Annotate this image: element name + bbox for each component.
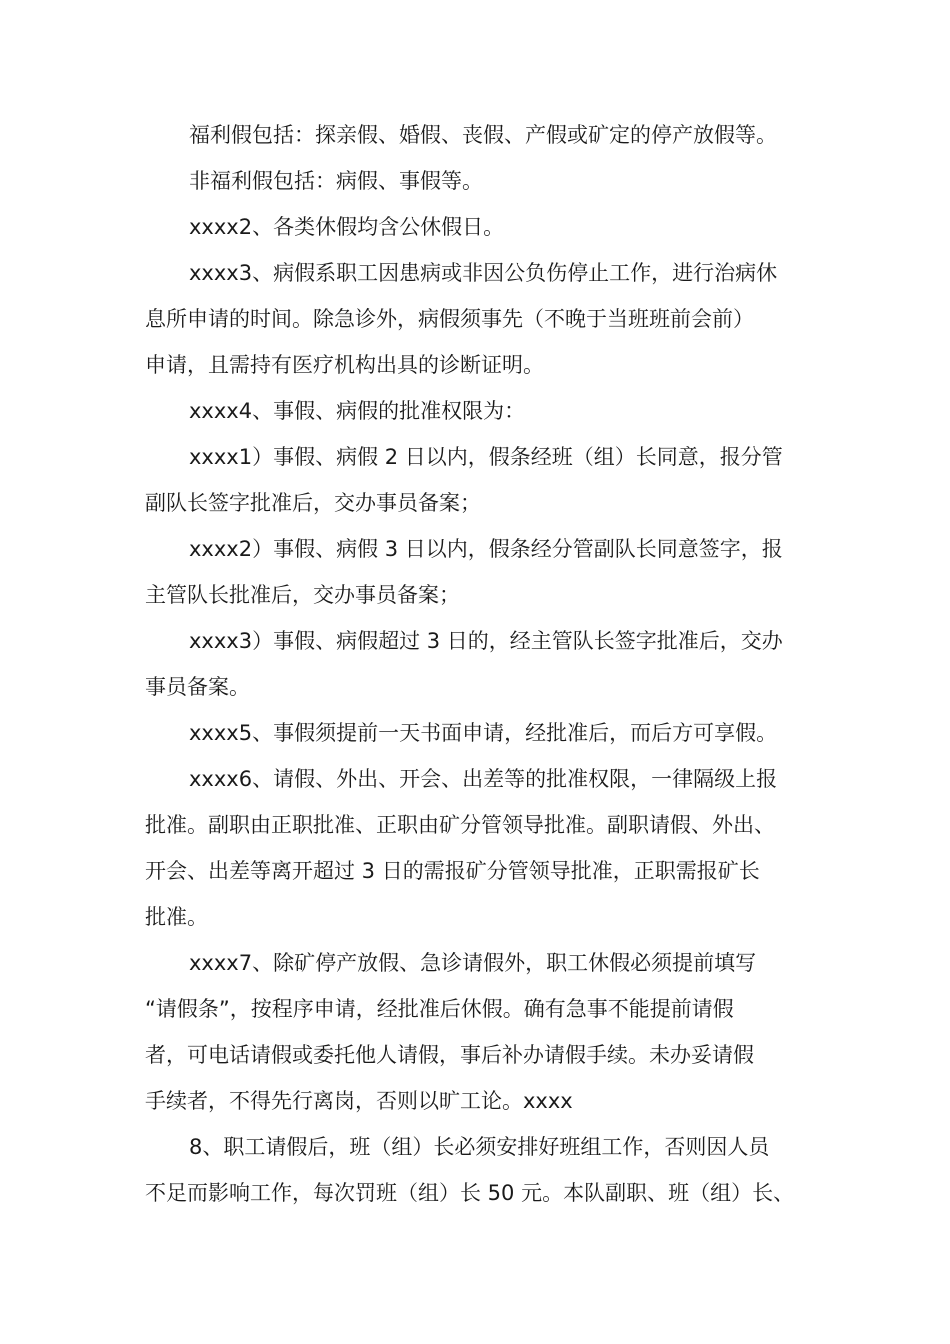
document-body xyxy=(145,112,825,1216)
text-line: 开会、出差等离开超过 3 日的需报矿分管领导批准，正职需报矿长 xyxy=(145,859,760,883)
text-line: xxxx7、除矿停产放假、急诊请假外，职工休假必须提前填写 xyxy=(189,951,757,975)
paragraph xyxy=(145,526,825,618)
paragraph xyxy=(145,204,825,250)
text-line: 主管队长批准后，交办事员备案； xyxy=(145,583,460,607)
text-line: 手续者，不得先行离岗，否则以旷工论。xxxx xyxy=(145,1089,573,1113)
text-line: xxxx1）事假、病假 2 日以内，假条经班（组）长同意，报分管 xyxy=(189,445,783,469)
text-line: 福利假包括：探亲假、婚假、丧假、产假或矿定的停产放假等。 xyxy=(189,123,777,147)
paragraph xyxy=(145,710,825,756)
text-line: 息所申请的时间。除急诊外，病假须事先（不晚于当班班前会前） xyxy=(145,307,754,331)
paragraph xyxy=(145,940,825,1124)
paragraph xyxy=(145,388,825,434)
paragraph xyxy=(145,112,825,158)
paragraph xyxy=(145,158,825,204)
text-line: 不足而影响工作，每次罚班（组）长 50 元。本队副职、班（组）长、 xyxy=(145,1181,795,1205)
text-line: 事员备案。 xyxy=(145,675,250,699)
text-line: xxxx6、请假、外出、开会、出差等的批准权限，一律隔级上报 xyxy=(189,767,778,791)
text-line: 批准。副职由正职批准、正职由矿分管领导批准。副职请假、外出、 xyxy=(145,813,775,837)
text-line: “请假条”，按程序申请，经批准后休假。确有急事不能提前请假 xyxy=(145,997,734,1021)
text-line: xxxx2）事假、病假 3 日以内，假条经分管副队长同意签字，报 xyxy=(189,537,783,561)
text-line: 申请，且需持有医疗机构出具的诊断证明。 xyxy=(145,353,544,377)
paragraph xyxy=(145,618,825,710)
text-line: xxxx2、各类休假均含公休假日。 xyxy=(189,215,505,239)
paragraph xyxy=(145,434,825,526)
text-line: 者，可电话请假或委托他人请假，事后补办请假手续。未办妥请假 xyxy=(145,1043,754,1067)
text-line: xxxx3、病假系职工因患病或非因公负伤停止工作，进行治病休 xyxy=(189,261,778,285)
text-line: 8、职工请假后，班（组）长必须安排好班组工作，否则因人员 xyxy=(189,1135,770,1159)
text-line: 非福利假包括：病假、事假等。 xyxy=(189,169,483,193)
text-line: xxxx5、事假须提前一天书面申请，经批准后，而后方可享假。 xyxy=(189,721,778,745)
text-line: 副队长签字批准后，交办事员备案； xyxy=(145,491,481,515)
paragraph xyxy=(145,1124,825,1216)
paragraph xyxy=(145,756,825,940)
text-line: 批准。 xyxy=(145,905,208,929)
text-line: xxxx3）事假、病假超过 3 日的，经主管队长签字批准后，交办 xyxy=(189,629,783,653)
text-line: xxxx4、事假、病假的批准权限为： xyxy=(189,399,526,423)
paragraph xyxy=(145,250,825,388)
